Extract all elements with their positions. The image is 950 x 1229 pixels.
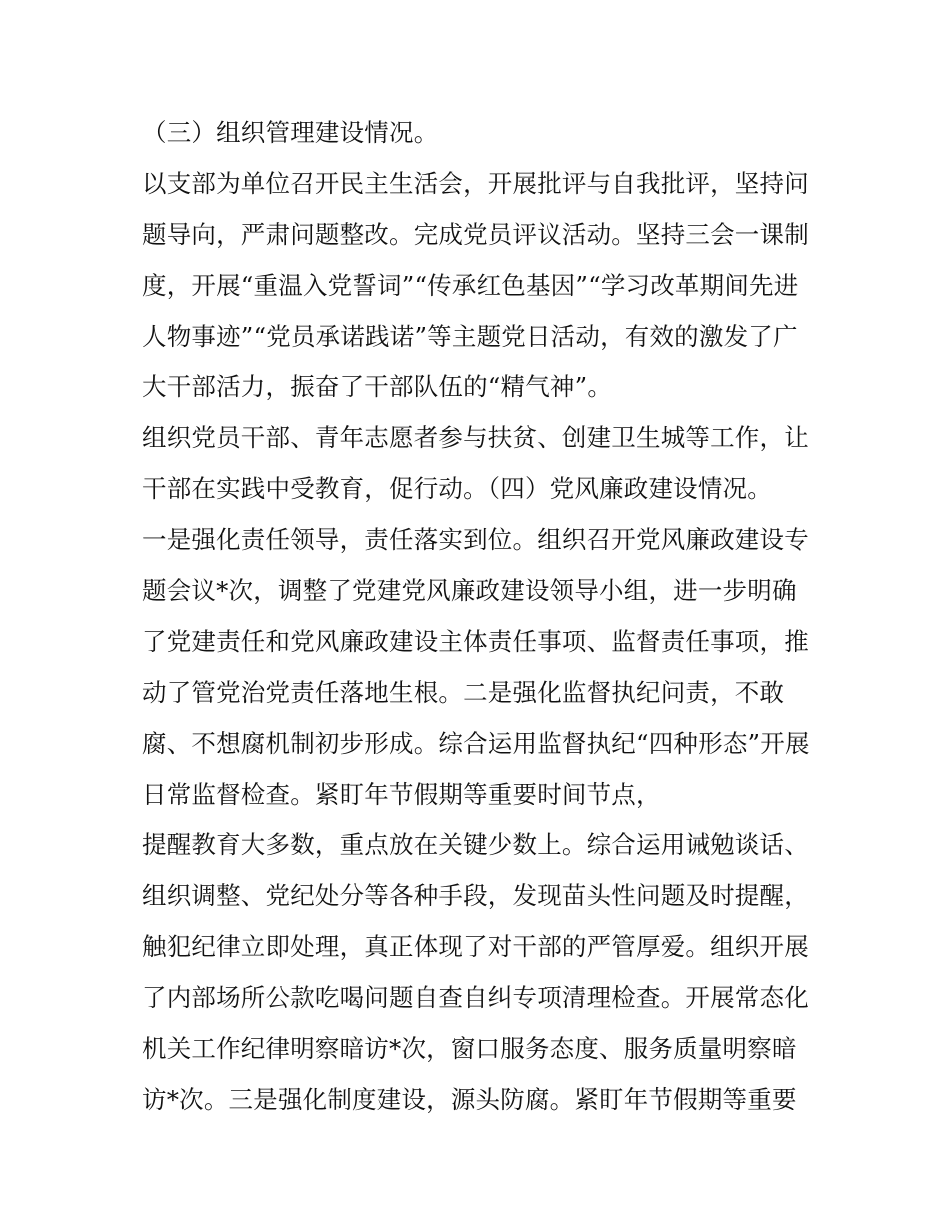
text-line: 了内部场所公款吃喝问题自查自纠专项清理检查。开展常态化 [142,983,809,1013]
text-line: 了党建责任和党风廉政建设主体责任事项、监督责任事项，推 [142,626,809,656]
text-line: 组织党员干部、青年志愿者参与扶贫、创建卫生城等工作，让 [142,423,809,453]
text-line: 日常监督检查。紧盯年节假期等重要时间节点， [142,779,661,809]
text-line: （三）组织管理建设情况。 [142,118,439,147]
text-line: 动了管党治党责任落地生根。二是强化监督执纪问责，不敢 [142,677,785,707]
text-line: 大干部活力，振奋了干部队伍的“精气神”。 [142,372,613,402]
text-line: 机关工作纪律明察暗访*次，窗口服务态度、服务质量明察暗 [142,1034,797,1064]
text-line: 提醒教育大多数，重点放在关键少数上。综合运用诫勉谈话、 [142,830,809,860]
text-line: 触犯纪律立即处理，真正体现了对干部的严管厚爱。组织开展 [142,932,809,962]
text-line: 组织调整、党纪处分等各种手段，发现苗头性问题及时提醒， [142,881,809,911]
text-line: 以支部为单位召开民主生活会，开展批评与自我批评，坚持问 [142,168,809,198]
text-line: 人物事迹”“党员承诺践诺”等主题党日活动，有效的激发了广 [142,321,798,351]
text-line: 访*次。三是强化制度建设，源头防腐。紧盯年节假期等重要 [142,1084,797,1114]
text-line: 度，开展“重温入党誓词”“传承红色基因”“学习改革期间先进 [142,270,799,300]
text-line: 题会议*次，调整了党建党风廉政建设领导小组，进一步明确 [142,576,797,606]
text-line: 腐、不想腐机制初步形成。综合运用监督执纪“四种形态”开展 [142,728,810,758]
text-line: 题导向，严肃问题整改。完成党员评议活动。坚持三会一课制 [142,219,809,249]
text-line: 干部在实践中受教育，促行动。（四）党风廉政建设情况。 [142,474,772,504]
body-text [142,108,822,1126]
text-line: 一是强化责任领导，责任落实到位。组织召开党风廉政建设专 [142,525,809,555]
